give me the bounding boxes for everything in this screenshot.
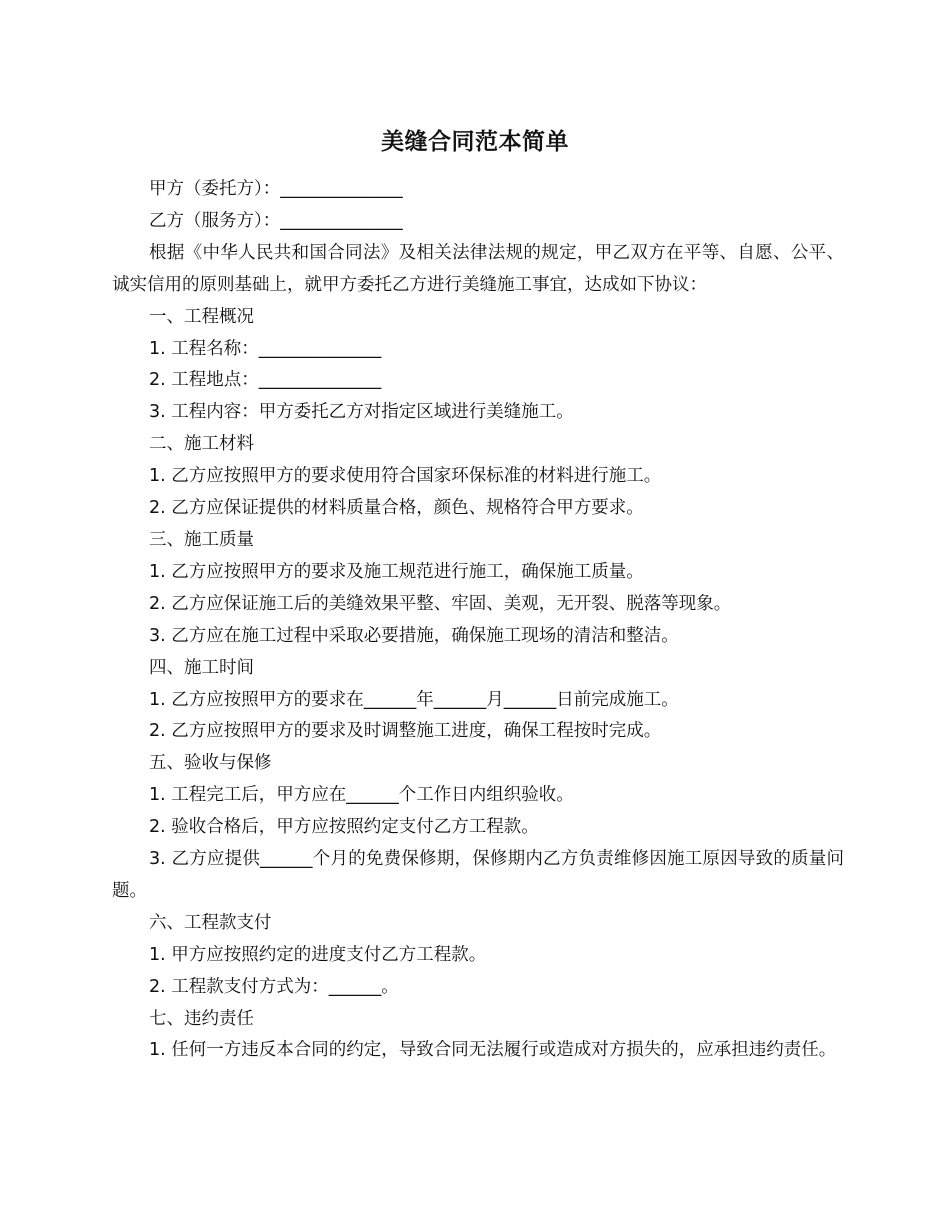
section-heading: 四、施工时间 [149,657,254,678]
clause: 1. 乙方应按照甲方的要求在______年______月______日前完成施工。 [149,689,679,710]
clause: 3. 工程内容：甲方委托乙方对指定区域进行美缝施工。 [149,402,574,423]
section-heading: 五、验收与保修 [149,753,272,774]
clause: 2. 工程地点：______________ [149,370,382,391]
clause: 3. 乙方应提供______个月的免费保修期，保修期内乙方负责维修因施工原因导致的质量问题。 [112,849,844,901]
section-heading: 七、违约责任 [149,1008,254,1029]
clause: 1. 工程名称：______________ [149,338,382,359]
clause: 2. 乙方应按照甲方的要求及时调整施工进度，确保工程按时完成。 [149,721,662,742]
clause: 1. 乙方应按照甲方的要求使用符合国家环保标准的材料进行施工。 [149,466,662,487]
section-heading: 六、工程款支付 [149,912,272,933]
clause: 2. 工程款支付方式为：______。 [149,976,399,997]
clause: 2. 乙方应保证施工后的美缝效果平整、牢固、美观，无开裂、脱落等现象。 [149,593,732,614]
party-a-line: 甲方（委托方）：______________ [149,179,403,199]
party-b-line: 乙方（服务方）：______________ [149,210,403,231]
clause: 2. 验收合格后，甲方应按照约定支付乙方工程款。 [149,817,539,838]
clause: 1. 任何一方违反本合同的约定，导致合同无法履行或造成对方损失的，应承担违约责任。 [149,1040,837,1061]
clause: 2. 乙方应保证提供的材料质量合格，颜色、规格符合甲方要求。 [149,498,644,519]
preamble-paragraph: 根据《中华人民共和国合同法》及相关法律法规的规定，甲乙双方在平等、自愿、公平、诚实信用的原则基础上，就甲方委托乙方进行美缝施工事宜，达成如下协议： [112,242,844,295]
clause: 1. 甲方应按照约定的进度支付乙方工程款。 [149,944,487,965]
document-body [112,174,844,1067]
clause: 1. 乙方应按照甲方的要求及施工规范进行施工，确保施工质量。 [149,561,644,582]
clause: 1. 工程完工后，甲方应在______个工作日内组织验收。 [149,785,574,806]
section-heading: 一、工程概况 [149,306,254,327]
clause: 3. 乙方应在施工过程中采取必要措施，确保施工现场的清洁和整洁。 [149,625,679,646]
section-heading: 二、施工材料 [149,434,254,455]
document-title: 美缝合同范本简单 [381,129,569,155]
section-heading: 三、施工质量 [149,529,254,550]
